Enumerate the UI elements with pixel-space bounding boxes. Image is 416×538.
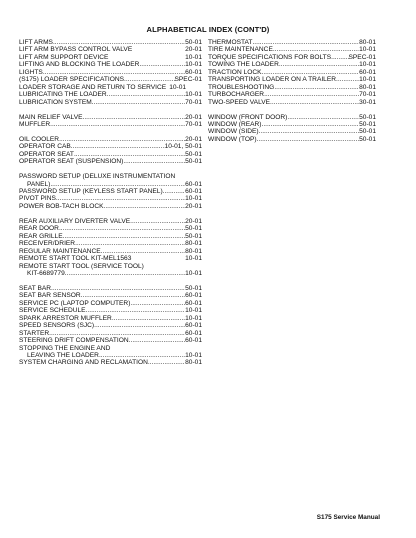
index-entry[interactable] xyxy=(208,39,376,46)
index-entry-label: REAR AUXILIARY DIVERTER VALVE xyxy=(19,217,131,225)
index-entry-label: PANEL) xyxy=(27,180,51,188)
index-entry-page: 60-01 xyxy=(185,299,202,307)
dot-leader xyxy=(130,218,185,225)
index-entry-label: POWER BOB-TACH BLOCK xyxy=(19,202,104,210)
index-entry-page: 70-01 xyxy=(359,91,376,99)
group-spacer xyxy=(19,277,202,284)
index-entry-label: LUBRICATION SYSTEM xyxy=(19,98,92,106)
index-entry-label: STARTER xyxy=(19,329,50,337)
index-entry[interactable] xyxy=(19,69,202,76)
index-entry-label: PASSWORD SETUP (KEYLESS START PANEL) xyxy=(19,188,163,196)
index-entry-label: STEERING DRIFT COMPENSATION xyxy=(19,337,129,345)
dot-leader xyxy=(279,61,359,68)
index-entry[interactable] xyxy=(208,128,376,135)
index-entry-page: 70-01 xyxy=(185,98,202,106)
index-entry-page: 50-01 xyxy=(359,113,376,121)
index-entry-page: 20-01 xyxy=(185,202,202,210)
index-entry-label: OPERATOR SEAT (SUSPENSION) xyxy=(19,158,124,166)
index-entry-label: WINDOW (FRONT DOOR) xyxy=(208,113,288,121)
group-spacer xyxy=(208,106,376,113)
index-entry[interactable] xyxy=(19,151,202,158)
index-entry-label: LOADER STORAGE AND RETURN TO SERVICE xyxy=(19,83,167,91)
dot-leader xyxy=(92,99,185,106)
index-entry-label: PASSWORD SETUP (DELUXE INSTRUMENTATION xyxy=(19,173,176,181)
index-entry-label: THERMOSTAT xyxy=(208,39,253,46)
index-entry-page: 60-01 xyxy=(359,68,376,76)
index-entry-label: SEAT BAR xyxy=(19,284,52,292)
index-entry-label: TROUBLESHOOTING xyxy=(208,83,275,91)
index-entry-label: LIFT ARM SUPPORT DEVICE xyxy=(19,53,109,61)
index-entry-label: OPERATOR CAB xyxy=(19,143,71,151)
index-entry-label: MAIN RELIEF VALVE xyxy=(19,113,83,121)
index-entry-page: 10-01 xyxy=(185,53,202,61)
index-entry-label: STOPPING THE ENGINE AND xyxy=(19,344,111,352)
index-entry[interactable] xyxy=(19,84,202,91)
index-entry[interactable] xyxy=(19,330,202,337)
index-entry-page: 60-01 xyxy=(185,322,202,330)
group-spacer xyxy=(19,106,202,113)
index-entry-page: 50-01 xyxy=(185,232,202,240)
dot-leader xyxy=(331,54,348,61)
index-entry[interactable] xyxy=(19,121,202,128)
index-entry[interactable] xyxy=(208,114,376,121)
index-entry-page: 60-01 xyxy=(185,188,202,196)
index-entry-label: SYSTEM CHARGING AND RECLAMATION xyxy=(19,359,148,367)
footer-manual-name: S175 Service Manual xyxy=(316,514,380,521)
index-entry-label: SPEED SENSORS (SJC) xyxy=(19,322,95,330)
index-entry-page: 20-01 xyxy=(185,135,202,143)
index-entry-page: 10-01 xyxy=(185,61,202,69)
index-entry[interactable] xyxy=(19,173,202,180)
page-title: ALPHABETICAL INDEX (CONT'D) xyxy=(146,25,270,34)
dot-leader xyxy=(75,240,185,247)
index-entry-page: 10-01 xyxy=(185,269,202,277)
dot-leader xyxy=(139,61,185,68)
dot-leader xyxy=(274,84,359,91)
index-entry-page: 10-01 xyxy=(359,76,376,84)
index-entry[interactable] xyxy=(19,218,202,225)
index-entry-page: 80-01 xyxy=(185,247,202,255)
dot-leader xyxy=(49,330,185,337)
index-entry-page: SPEC-01 xyxy=(174,76,202,84)
dot-leader xyxy=(270,99,359,106)
index-entry-page: 50-01 xyxy=(359,135,376,143)
index-entry[interactable] xyxy=(19,91,202,98)
index-entry-page: 30-01 xyxy=(359,98,376,106)
index-entry[interactable] xyxy=(208,76,376,83)
index-entry-page: 60-01 xyxy=(185,68,202,76)
index-entry[interactable] xyxy=(19,181,202,188)
index-entry[interactable] xyxy=(19,203,202,210)
index-entry-label: MUFFLER xyxy=(19,120,51,128)
index-entry[interactable] xyxy=(19,39,202,46)
dot-leader xyxy=(336,76,359,83)
index-entry-label: RECEIVER/DRIER xyxy=(19,240,76,248)
dot-leader xyxy=(112,315,185,322)
dot-leader xyxy=(53,39,185,46)
index-entry-page: 20-01 xyxy=(185,46,202,54)
index-entry[interactable] xyxy=(19,270,202,277)
index-entry-page: 70-01 xyxy=(185,120,202,128)
index-entry-label: REAR GRILLE xyxy=(19,232,63,240)
index-entry-label: WINDOW (SIDE) xyxy=(208,128,259,136)
index-entry[interactable] xyxy=(19,292,202,299)
index-entry-page: 10-01 xyxy=(185,307,202,315)
index-entry-page: 80-01 xyxy=(185,240,202,248)
dot-leader xyxy=(50,181,185,188)
index-entry-label: SEAT BAR SENSOR xyxy=(19,292,81,300)
index-entry-page: 10-01 xyxy=(359,46,376,54)
index-entry-page: 80-01 xyxy=(185,359,202,367)
index-entry-label: KIT-6689779 xyxy=(27,269,65,277)
index-entry-label: LIFT ARMS xyxy=(19,39,53,46)
index-entry-page: 80-01 xyxy=(359,83,376,91)
index-entry-label: LIGHTS xyxy=(19,68,43,76)
index-entry[interactable] xyxy=(19,307,202,314)
dot-leader xyxy=(101,248,185,255)
index-entry-page: 10-01 xyxy=(185,255,202,263)
index-entry-label: SERVICE SCHEDULE xyxy=(19,307,86,315)
dot-leader xyxy=(83,114,186,121)
index-entry[interactable] xyxy=(19,143,202,150)
index-entry-page: 50-01 xyxy=(185,39,202,46)
index-entry-page: 10-01 xyxy=(169,83,187,91)
index-entry-page: 50-01 xyxy=(359,128,376,136)
dot-leader xyxy=(107,91,185,98)
index-entry[interactable] xyxy=(19,61,202,68)
index-entry[interactable] xyxy=(208,136,376,143)
dot-leader xyxy=(259,128,360,135)
dot-leader xyxy=(104,203,186,210)
index-entry[interactable] xyxy=(208,61,376,68)
index-entry[interactable] xyxy=(19,345,202,352)
index-entry-page: 60-01 xyxy=(185,337,202,345)
index-entry-label: WINDOW (TOP) xyxy=(208,135,257,143)
index-entry-page: 10-01 xyxy=(359,61,376,69)
index-entry-page: 10-01 xyxy=(185,314,202,322)
index-entry-page: 10-01, 50-01 xyxy=(164,143,202,151)
index-entry[interactable] xyxy=(19,99,202,106)
index-entry[interactable] xyxy=(19,300,202,307)
dot-leader xyxy=(257,136,360,143)
index-entry-page: 50-01 xyxy=(185,150,202,158)
dot-leader xyxy=(261,121,359,128)
index-entry[interactable] xyxy=(19,158,202,165)
dot-leader xyxy=(130,300,185,307)
index-entry[interactable] xyxy=(208,46,376,53)
index-entry[interactable] xyxy=(208,84,376,91)
index-entry-label: REAR DOOR xyxy=(19,225,59,233)
index-entry[interactable] xyxy=(19,359,202,366)
index-entry[interactable] xyxy=(19,46,202,53)
index-entry-label: OIL COOLER xyxy=(19,135,60,143)
index-entry[interactable] xyxy=(19,248,202,255)
dot-leader xyxy=(123,158,185,165)
index-entry[interactable] xyxy=(19,195,202,202)
index-entry-page: 10-01 xyxy=(185,351,202,359)
index-entry-label: TURBOCHARGER xyxy=(208,91,265,99)
dot-leader xyxy=(273,46,359,53)
index-entry-label: TRANSPORTING LOADER ON A TRAILER xyxy=(208,76,336,84)
index-entry[interactable] xyxy=(208,99,376,106)
dot-leader xyxy=(163,188,185,195)
dot-leader xyxy=(74,151,185,158)
dot-leader xyxy=(86,307,186,314)
index-entry[interactable] xyxy=(19,337,202,344)
index-entry[interactable] xyxy=(19,315,202,322)
index-entry[interactable] xyxy=(19,255,202,262)
index-entry[interactable] xyxy=(19,54,202,61)
dot-leader xyxy=(59,136,185,143)
index-entry-page: 50-01 xyxy=(185,158,202,166)
index-entry-label: REMOTE START TOOL (SERVICE TOOL) xyxy=(19,262,144,270)
index-entry[interactable] xyxy=(19,285,202,292)
index-entry[interactable] xyxy=(208,121,376,128)
index-entry[interactable] xyxy=(208,54,376,61)
dot-leader xyxy=(65,270,185,277)
dot-leader xyxy=(50,121,185,128)
index-entry[interactable] xyxy=(19,136,202,143)
dot-leader xyxy=(94,322,185,329)
index-entry[interactable] xyxy=(19,352,202,359)
index-entry[interactable] xyxy=(19,233,202,240)
index-column-right xyxy=(208,39,376,143)
dot-leader xyxy=(99,352,185,359)
index-entry-label: PIVOT PINS xyxy=(19,195,56,203)
index-entry-label: OPERATOR SEAT xyxy=(19,150,74,158)
index-entry-label: SERVICE PC (LAPTOP COMPUTER) xyxy=(19,299,131,307)
group-spacer xyxy=(19,166,202,173)
index-entry-label: TORQUE SPECIFICATIONS FOR BOLTS xyxy=(208,53,332,61)
dot-leader xyxy=(148,359,185,366)
dot-leader xyxy=(129,337,185,344)
index-entry-label: (S175) LOADER SPECIFICATIONS xyxy=(19,76,125,84)
dot-leader xyxy=(43,69,185,76)
index-entry[interactable] xyxy=(208,91,376,98)
index-entry[interactable] xyxy=(19,76,202,83)
index-entry-page: 60-01 xyxy=(185,292,202,300)
dot-leader xyxy=(124,76,174,83)
index-entry[interactable] xyxy=(208,69,376,76)
index-entry-page: 20-01 xyxy=(185,217,202,225)
dot-leader xyxy=(59,225,185,232)
index-entry-label: TWO-SPEED VALVE xyxy=(208,98,271,106)
dot-leader xyxy=(51,285,185,292)
index-entry-page: 10-01 xyxy=(185,91,202,99)
index-entry-label: WINDOW (REAR) xyxy=(208,120,262,128)
index-entry[interactable] xyxy=(19,225,202,232)
index-entry-label: SPARK ARRESTOR MUFFLER xyxy=(19,314,112,322)
index-entry[interactable] xyxy=(19,240,202,247)
group-spacer xyxy=(19,128,202,135)
index-column-left xyxy=(19,39,202,367)
index-entry-page: 20-01 xyxy=(185,113,202,121)
index-entry-page: 50-01 xyxy=(185,284,202,292)
index-entry[interactable] xyxy=(19,188,202,195)
dot-leader xyxy=(81,292,185,299)
index-entry[interactable] xyxy=(19,263,202,270)
index-entry-label: TRACTION LOCK xyxy=(208,68,262,76)
index-entry-page: 60-01 xyxy=(185,180,202,188)
index-entry[interactable] xyxy=(19,322,202,329)
index-entry-page: 10-01 xyxy=(185,195,202,203)
index-entry-label: LIFT ARM BYPASS CONTROL VALVE xyxy=(19,46,133,54)
index-entry-label: LIFTING AND BLOCKING THE LOADER xyxy=(19,61,140,69)
index-entry-page: 50-01 xyxy=(359,120,376,128)
dot-leader xyxy=(264,91,359,98)
index-entry[interactable] xyxy=(19,114,202,121)
group-spacer xyxy=(19,210,202,217)
dot-leader xyxy=(63,233,186,240)
index-entry-label: LEAVING THE LOADER xyxy=(27,351,99,359)
index-entry-label: TOWING THE LOADER xyxy=(208,61,279,69)
index-entry-page: 60-01 xyxy=(185,329,202,337)
dot-leader xyxy=(252,39,359,46)
dot-leader xyxy=(56,195,185,202)
dot-leader xyxy=(71,143,165,150)
index-entry-page: SPEC-01 xyxy=(348,53,376,61)
dot-leader xyxy=(287,114,359,121)
index-entry-label: LUBRICATING THE LOADER xyxy=(19,91,107,99)
index-entry-page: 80-01 xyxy=(359,39,376,46)
dot-leader xyxy=(262,69,360,76)
index-entry-label: REMOTE START TOOL KIT-MEL1563 xyxy=(19,255,132,263)
index-entry-label: TIRE MAINTENANCE xyxy=(208,46,273,54)
index-entry-page: 50-01 xyxy=(185,225,202,233)
index-entry-label: REGULAR MAINTENANCE xyxy=(19,247,101,255)
